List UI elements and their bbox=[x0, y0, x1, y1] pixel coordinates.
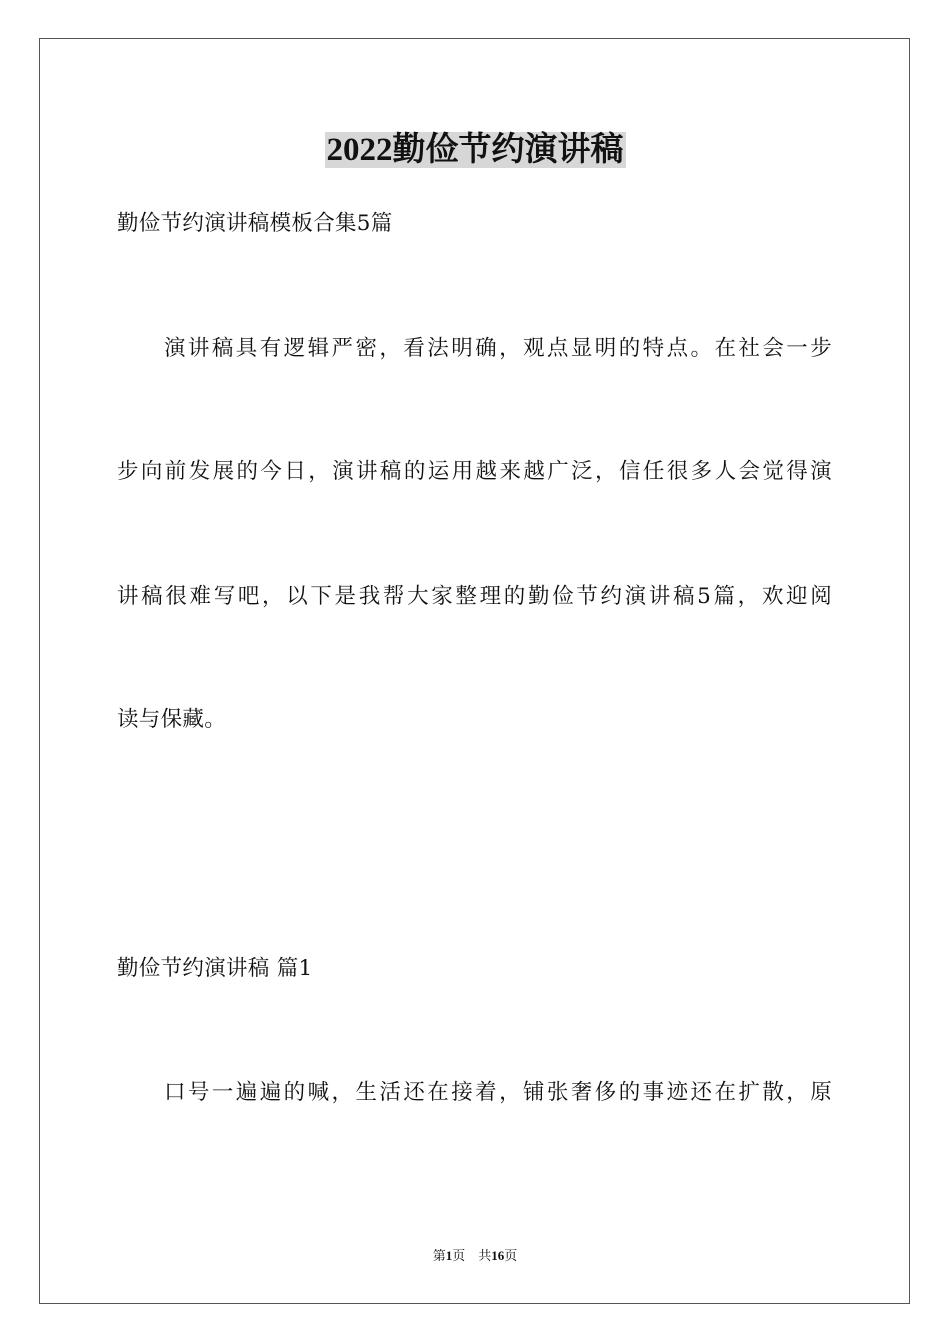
section-heading: 勤俭节约演讲稿 篇1 bbox=[117, 956, 313, 981]
intro-paragraph-line-1: 演讲稿具有逻辑严密，看法明确，观点显明的特点。在社会一步 bbox=[164, 336, 832, 361]
footer-total-suffix: 页 bbox=[504, 1248, 518, 1263]
intro-paragraph-line-3: 讲稿很难写吧，以下是我帮大家整理的勤俭节约演讲稿5篇，欢迎阅 bbox=[117, 584, 832, 609]
footer-total-prefix: 共 bbox=[478, 1248, 492, 1263]
footer-page-number: 1 bbox=[445, 1248, 453, 1263]
footer-page-suffix: 页 bbox=[452, 1248, 466, 1263]
footer-total-pages: 16 bbox=[491, 1248, 505, 1263]
document-title-text: 2022勤俭节约演讲稿 bbox=[326, 132, 624, 168]
document-title bbox=[0, 126, 950, 173]
page-footer bbox=[0, 1246, 950, 1266]
intro-paragraph-line-2: 步向前发展的今日，演讲稿的运用越来越广泛，信任很多人会觉得演 bbox=[117, 459, 832, 484]
intro-paragraph-line-4: 读与保藏。 bbox=[117, 707, 227, 732]
section-paragraph-line-1: 口号一遍遍的喊，生活还在接着，铺张奢侈的事迹还在扩散，原 bbox=[164, 1080, 832, 1105]
footer-page-prefix: 第 bbox=[432, 1248, 446, 1263]
document-subtitle: 勤俭节约演讲稿模板合集5篇 bbox=[117, 211, 393, 236]
